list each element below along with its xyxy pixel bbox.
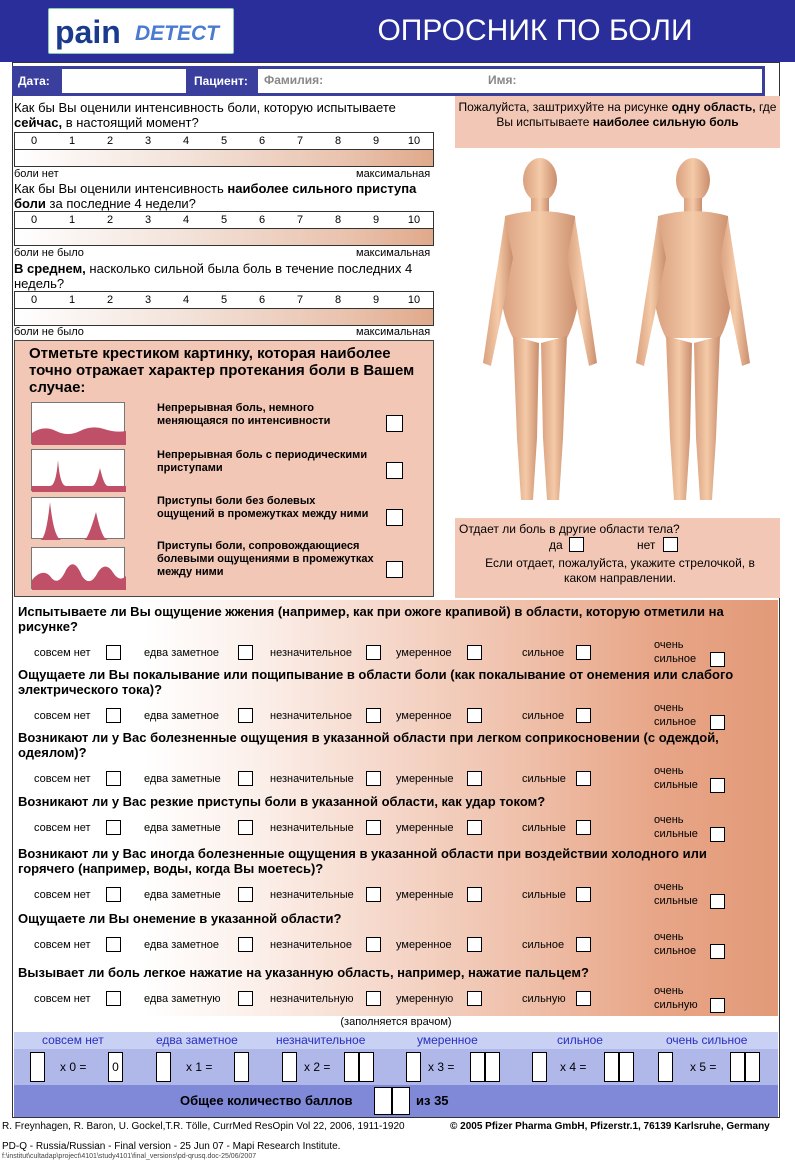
score-col-1: едва заметное <box>156 1033 238 1047</box>
option-label: сильное <box>654 716 697 728</box>
option-label: незначительное <box>270 939 352 951</box>
option-label: едва заметное <box>144 939 220 951</box>
scale-number[interactable]: 4 <box>182 214 190 226</box>
scale-number[interactable]: 8 <box>334 214 342 226</box>
scale-number[interactable]: 10 <box>407 135 421 147</box>
answer-checkbox[interactable] <box>238 887 253 902</box>
result-box-3b[interactable] <box>485 1052 500 1082</box>
answer-checkbox[interactable] <box>576 820 591 835</box>
answer-checkbox[interactable] <box>576 771 591 786</box>
result-box-0: 0 <box>108 1052 123 1082</box>
option-label: сильные <box>654 895 698 907</box>
option-label: совсем нет <box>34 822 91 834</box>
option-label: сильное <box>522 939 565 951</box>
total-box-a[interactable] <box>374 1087 392 1115</box>
option-label: совсем нет <box>34 939 91 951</box>
mult-3: x 3 = <box>428 1060 455 1074</box>
answer-checkbox[interactable] <box>467 820 482 835</box>
option-label: умеренные <box>396 773 454 785</box>
pain-pattern-box <box>14 340 434 597</box>
count-box-5[interactable] <box>658 1052 673 1082</box>
answer-checkbox[interactable] <box>238 708 253 723</box>
answer-checkbox[interactable] <box>366 887 381 902</box>
scale-gradient <box>15 228 433 245</box>
symptom-question-4: Возникают ли у Вас резкие приступы боли в указанной области, как удар током? <box>18 794 546 809</box>
symptom-question-3: Возникают ли у Вас болезненные ощущения в указанной области при легком соприкосновении (с одеждой, одеялом)? <box>18 730 719 760</box>
count-box-3[interactable] <box>406 1052 421 1082</box>
radiation-no-label: нет <box>637 538 656 552</box>
logo-pain-text: pain <box>55 14 121 50</box>
total-of: из 35 <box>416 1093 449 1108</box>
scale-numbers <box>15 133 433 149</box>
mult-4: x 4 = <box>560 1060 587 1074</box>
scale-number[interactable]: 7 <box>296 294 304 306</box>
option-label: незначительные <box>270 822 354 834</box>
scale-high-label: максимальная <box>356 326 431 338</box>
answer-checkbox[interactable] <box>576 645 591 660</box>
scale-high-label: максимальная <box>356 168 431 180</box>
scale-number[interactable]: 0 <box>30 294 38 306</box>
logo-detect-text: DETECT <box>135 22 219 45</box>
symptom-question-2: Ощущаете ли Вы покалывание или пощипывание в области боли (как покалывание от онемения или слабого электрического тока)? <box>18 667 734 697</box>
footer-path: f:\institut\cultadap\project\4101\study4101\final_versions\pd-qrusq.doc-25/06/2007 <box>2 1153 257 1160</box>
footer-version: PD-Q - Russia/Russian - Final version - 25 Jun 07 - Mapi Research Institute. <box>2 1141 341 1152</box>
pattern-graph-2 <box>31 449 125 491</box>
option-label: сильные <box>522 773 566 785</box>
option-label: очень <box>654 702 684 714</box>
answer-checkbox[interactable] <box>106 887 121 902</box>
answer-checkbox[interactable] <box>238 820 253 835</box>
scale-number[interactable]: 2 <box>106 294 114 306</box>
scale-number[interactable]: 9 <box>372 214 380 226</box>
option-label: незначительные <box>270 889 354 901</box>
total-score-bar <box>14 1085 778 1117</box>
date-label: Дата: <box>18 74 50 88</box>
result-box-5a[interactable] <box>730 1052 745 1082</box>
pattern-checkbox-4[interactable] <box>386 561 403 578</box>
scale-number[interactable]: 8 <box>334 135 342 147</box>
scale-number[interactable]: 5 <box>220 135 228 147</box>
answer-checkbox[interactable] <box>366 708 381 723</box>
answer-checkbox[interactable] <box>710 652 725 667</box>
answer-checkbox[interactable] <box>238 645 253 660</box>
option-label: незначительное <box>270 710 352 722</box>
pattern-text-1: Непрерывная боль, немного меняющаяся по интенсивности <box>157 402 331 427</box>
name-placeholder: Имя: <box>488 73 517 87</box>
count-box-2[interactable] <box>282 1052 297 1082</box>
doctor-note: (заполняется врачом) <box>340 1016 452 1028</box>
option-label: умеренное <box>396 647 452 659</box>
radiation-yes-label: да <box>549 538 563 552</box>
scale-number[interactable]: 7 <box>296 135 304 147</box>
symptom-question-6: Ощущаете ли Вы онемение в указанной области? <box>18 911 342 926</box>
scale-numbers <box>15 292 433 308</box>
answer-checkbox[interactable] <box>106 645 121 660</box>
pattern-graph-4 <box>31 547 125 589</box>
body-front-figure <box>483 158 597 500</box>
option-label: сильную <box>654 999 698 1011</box>
score-col-3: умеренное <box>417 1033 478 1047</box>
option-label: очень <box>654 931 684 943</box>
total-box-b[interactable] <box>392 1087 410 1115</box>
pattern-text-4: Приступы боли, сопровождающиеся болевыми ощущениями в промежутках между ними <box>157 540 374 578</box>
scale-low-label: боли не было <box>14 326 84 338</box>
radiation-question: Отдает ли боль в другие области тела? <box>459 522 680 536</box>
score-multipliers <box>14 1049 778 1085</box>
answer-checkbox[interactable] <box>467 771 482 786</box>
score-col-5: очень сильное <box>666 1033 748 1047</box>
option-label: сильные <box>522 889 566 901</box>
option-label: совсем нет <box>34 993 91 1005</box>
option-label: едва заметное <box>144 710 220 722</box>
scale-number[interactable]: 2 <box>106 214 114 226</box>
result-box-4a[interactable] <box>604 1052 619 1082</box>
answer-checkbox[interactable] <box>576 708 591 723</box>
scale-number[interactable]: 2 <box>106 135 114 147</box>
option-label: умеренные <box>396 889 454 901</box>
page-title: ОПРОСНИК ПО БОЛИ <box>377 14 693 47</box>
radiation-no-checkbox[interactable] <box>663 537 678 552</box>
answer-checkbox[interactable] <box>106 771 121 786</box>
option-label: совсем нет <box>34 773 91 785</box>
radiation-yes-checkbox[interactable] <box>569 537 584 552</box>
option-label: совсем нет <box>34 647 91 659</box>
scale-number[interactable]: 8 <box>334 294 342 306</box>
count-box-4[interactable] <box>532 1052 547 1082</box>
answer-checkbox[interactable] <box>106 991 121 1006</box>
footer-copyright: © 2005 Pfizer Pharma GmbH, Pfizerstr.1, 76139 Karlsruhe, Germany <box>450 1121 770 1132</box>
answer-checkbox[interactable] <box>710 778 725 793</box>
pattern-checkbox-2[interactable] <box>386 462 403 479</box>
score-col-2: незначительное <box>276 1033 366 1047</box>
option-label: очень <box>654 814 684 826</box>
pain-scale-now[interactable] <box>14 132 434 167</box>
scale-numbers <box>15 212 433 228</box>
answer-checkbox[interactable] <box>710 827 725 842</box>
pattern-text-2: Непрерывная боль с периодическими приступами <box>157 449 368 474</box>
result-box-2b[interactable] <box>359 1052 374 1082</box>
scale-number[interactable]: 5 <box>220 214 228 226</box>
pattern-graph-3 <box>31 497 125 539</box>
answer-checkbox[interactable] <box>106 820 121 835</box>
option-label: незначительные <box>270 773 354 785</box>
option-label: сильное <box>522 647 565 659</box>
answer-checkbox[interactable] <box>366 645 381 660</box>
option-label: умеренное <box>396 710 452 722</box>
footer-refs: R. Freynhagen, R. Baron, U. Gockel,T.R. Tölle, CurrMed ResOpin Vol 22, 2006, 1911-1920 <box>2 1121 405 1132</box>
score-col-4: сильное <box>557 1033 603 1047</box>
option-label: сильное <box>654 653 697 665</box>
scale-question-1: Как бы Вы оценили интенсивность боли, которую испытываете сейчас, в настоящий момент? <box>14 100 396 130</box>
answer-checkbox[interactable] <box>710 715 725 730</box>
option-label: едва заметные <box>144 889 221 901</box>
scale-number[interactable]: 1 <box>68 294 76 306</box>
option-label: едва заметные <box>144 822 221 834</box>
answer-checkbox[interactable] <box>106 708 121 723</box>
scale-number[interactable]: 9 <box>372 135 380 147</box>
pattern-checkbox-1[interactable] <box>386 415 403 432</box>
scale-question-3: В среднем, насколько сильной была боль в течение последних 4 недель? <box>14 261 413 291</box>
scale-number[interactable]: 0 <box>30 135 38 147</box>
scale-number[interactable]: 3 <box>144 294 152 306</box>
scale-number[interactable]: 9 <box>372 294 380 306</box>
option-label: едва заметное <box>144 647 220 659</box>
option-label: едва заметные <box>144 773 221 785</box>
radiation-hint: Если отдает, пожалуйста, укажите стрелочкой, в каком направлении. <box>485 556 755 585</box>
scale-number[interactable]: 6 <box>258 294 266 306</box>
option-label: совсем нет <box>34 710 91 722</box>
mult-5: x 5 = <box>690 1060 717 1074</box>
score-columns-bar <box>14 1032 778 1049</box>
option-label: сильную <box>522 993 566 1005</box>
answer-checkbox[interactable] <box>710 894 725 909</box>
pattern-text-3: Приступы боли без болевых ощущений в промежутках между ними <box>157 495 369 520</box>
patient-info-bar <box>12 66 765 96</box>
pain-scale-average[interactable] <box>14 291 434 326</box>
option-label: очень <box>654 765 684 777</box>
scale-question-2: Как бы Вы оценили интенсивность наиболее сильного приступа боли за последние 4 недели? <box>14 181 417 211</box>
pattern-checkbox-3[interactable] <box>386 509 403 526</box>
result-box-5b[interactable] <box>745 1052 760 1082</box>
patient-label: Пациент: <box>194 74 248 88</box>
body-diagram[interactable] <box>455 148 780 518</box>
option-label: очень <box>654 985 684 997</box>
option-label: сильные <box>654 779 698 791</box>
option-label: сильное <box>522 710 565 722</box>
scale-gradient <box>15 308 433 325</box>
scale-number[interactable]: 6 <box>258 214 266 226</box>
option-label: умеренное <box>396 939 452 951</box>
mult-0: x 0 = <box>60 1060 87 1074</box>
answer-checkbox[interactable] <box>467 887 482 902</box>
scale-number[interactable]: 1 <box>68 135 76 147</box>
scale-number[interactable]: 4 <box>182 294 190 306</box>
result-box-4b[interactable] <box>619 1052 634 1082</box>
surname-placeholder: Фамилия: <box>264 73 324 87</box>
answer-checkbox[interactable] <box>467 645 482 660</box>
radiation-box <box>455 518 780 598</box>
scale-number[interactable]: 3 <box>144 135 152 147</box>
count-box-1[interactable] <box>156 1052 171 1082</box>
answer-checkbox[interactable] <box>366 771 381 786</box>
option-label: сильные <box>654 828 698 840</box>
symptom-question-1: Испытываете ли Вы ощущение жжения (например, как при ожоге крапивой) в области, которую отметили на рисунке? <box>18 604 724 634</box>
option-label: незначительную <box>270 993 354 1005</box>
answer-checkbox[interactable] <box>366 820 381 835</box>
answer-checkbox[interactable] <box>710 998 725 1013</box>
answer-checkbox[interactable] <box>467 991 482 1006</box>
symptom-question-7: Вызывает ли боль легкое нажатие на указанную область, например, нажатие пальцем? <box>18 965 589 980</box>
option-label: очень <box>654 639 684 651</box>
date-field[interactable] <box>62 69 186 93</box>
answer-checkbox[interactable] <box>238 937 253 952</box>
scale-number[interactable]: 4 <box>182 135 190 147</box>
answer-checkbox[interactable] <box>238 991 253 1006</box>
option-label: сильное <box>654 945 697 957</box>
option-label: умеренную <box>396 993 454 1005</box>
result-box-3a[interactable] <box>470 1052 485 1082</box>
result-box-2a[interactable] <box>344 1052 359 1082</box>
scale-low-label: боли не было <box>14 247 84 259</box>
answer-checkbox[interactable] <box>576 991 591 1006</box>
scale-gradient <box>15 149 433 166</box>
answer-checkbox[interactable] <box>106 937 121 952</box>
total-label: Общее количество баллов <box>180 1093 353 1108</box>
answer-checkbox[interactable] <box>576 887 591 902</box>
body-instruction: Пожалуйста, заштрихуйте на рисунке одну область, где Вы испытываете наиболее сильную боль <box>455 96 780 148</box>
scale-number[interactable]: 0 <box>30 214 38 226</box>
pain-scale-worst[interactable] <box>14 211 434 246</box>
answer-checkbox[interactable] <box>467 937 482 952</box>
score-col-0: совсем нет <box>42 1033 104 1047</box>
answer-checkbox[interactable] <box>467 708 482 723</box>
paindetect-logo <box>48 8 234 54</box>
mult-1: x 1 = <box>186 1060 213 1074</box>
answer-checkbox[interactable] <box>366 991 381 1006</box>
result-box-1[interactable] <box>234 1052 249 1082</box>
scale-number[interactable]: 1 <box>68 214 76 226</box>
scale-number[interactable]: 10 <box>407 214 421 226</box>
option-label: совсем нет <box>34 889 91 901</box>
scale-low-label: боли нет <box>14 168 59 180</box>
scale-number[interactable]: 7 <box>296 214 304 226</box>
answer-checkbox[interactable] <box>710 944 725 959</box>
scale-number[interactable]: 3 <box>144 214 152 226</box>
scale-number[interactable]: 10 <box>407 294 421 306</box>
answer-checkbox[interactable] <box>238 771 253 786</box>
scale-number[interactable]: 5 <box>220 294 228 306</box>
option-label: очень <box>654 881 684 893</box>
symptom-question-5: Возникают ли у Вас иногда болезненные ощущения в указанной области при воздействии холодного или горячего (например, воды, когда Вы моетесь)? <box>18 846 707 876</box>
scale-high-label: максимальная <box>356 247 431 259</box>
pattern-graph-1 <box>31 402 125 444</box>
mult-2: x 2 = <box>304 1060 331 1074</box>
answer-checkbox[interactable] <box>366 937 381 952</box>
option-label: незначительное <box>270 647 352 659</box>
count-box-0[interactable] <box>30 1052 45 1082</box>
body-back-figure <box>636 158 750 500</box>
answer-checkbox[interactable] <box>576 937 591 952</box>
pattern-heading: Отметьте крестиком картинку, которая наиболее точно отражает характер протекания боли в Вашем случае: <box>29 345 415 396</box>
scale-number[interactable]: 6 <box>258 135 266 147</box>
option-label: сильные <box>522 822 566 834</box>
option-label: едва заметную <box>144 993 221 1005</box>
option-label: умеренные <box>396 822 454 834</box>
